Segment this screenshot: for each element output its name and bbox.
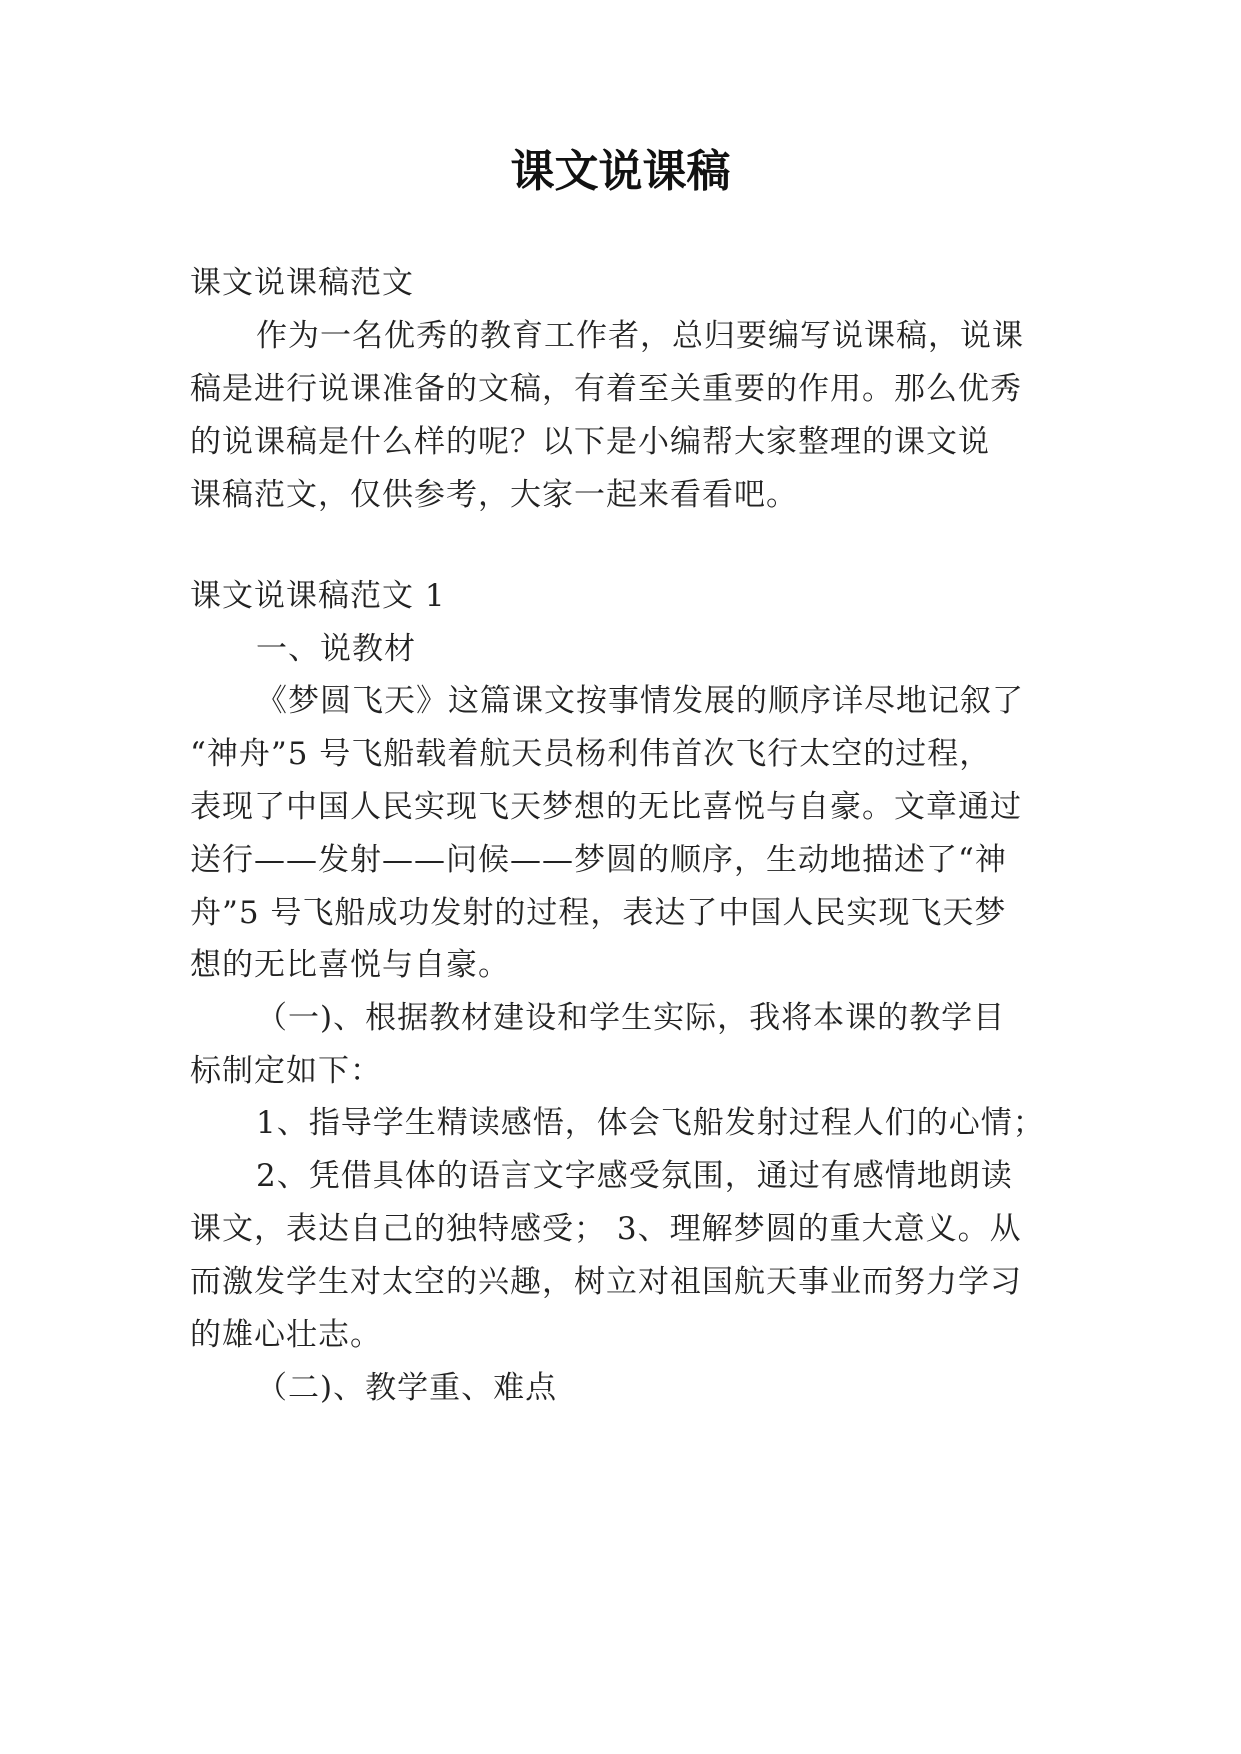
subtitle-line: 课文说课稿范文 (190, 265, 414, 301)
paragraph-line: 作为一名优秀的教育工作者，总归要编写说课稿，说课 (256, 318, 1024, 354)
paragraph-line: 表现了中国人民实现飞天梦想的无比喜悦与自豪。文章通过 (190, 789, 1022, 825)
list-item: 2、凭借具体的语言文字感受氛围，通过有感情地朗读 (256, 1158, 1013, 1194)
paragraph-line: 想的无比喜悦与自豪。 (190, 947, 510, 983)
paragraph-line: 稿是进行说课准备的文稿，有着至关重要的作用。那么优秀 (190, 371, 1022, 407)
paragraph-line: 的说课稿是什么样的呢？以下是小编帮大家整理的课文说 (190, 424, 990, 460)
paragraph-line: 课稿范文，仅供参考，大家一起来看看吧。 (190, 477, 798, 513)
paragraph-line: 课文，表达自己的独特感受； 3、理解梦圆的重大意义。从 (190, 1211, 1022, 1247)
paragraph-line: 的雄心壮志。 (190, 1317, 382, 1353)
paragraph-line: 舟”5 号飞船成功发射的过程，表达了中国人民实现飞天梦 (190, 895, 1007, 931)
paragraph-line: 送行——发射——问候——梦圆的顺序，生动地描述了“神 (190, 842, 1007, 878)
subsection-heading: 一、说教材 (256, 631, 416, 667)
paragraph-line: （一)、根据教材建设和学生实际，我将本课的教学目 (256, 1000, 1006, 1036)
paragraph-line: 《梦圆飞天》这篇课文按事情发展的顺序详尽地记叙了 (256, 683, 1024, 719)
paragraph-line: 标制定如下： (190, 1053, 382, 1089)
list-item: 1、指导学生精读感悟，体会飞船发射过程人们的心情； (256, 1105, 1045, 1141)
section-heading: 课文说课稿范文 1 (190, 578, 446, 614)
document-title: 课文说课稿 (510, 146, 731, 197)
subsection-heading: （二)、教学重、难点 (256, 1370, 558, 1406)
paragraph-line: 而激发学生对太空的兴趣，树立对祖国航天事业而努力学习 (190, 1264, 1022, 1300)
paragraph-line: “神舟”5 号飞船载着航天员杨利伟首次飞行太空的过程， (190, 736, 992, 772)
